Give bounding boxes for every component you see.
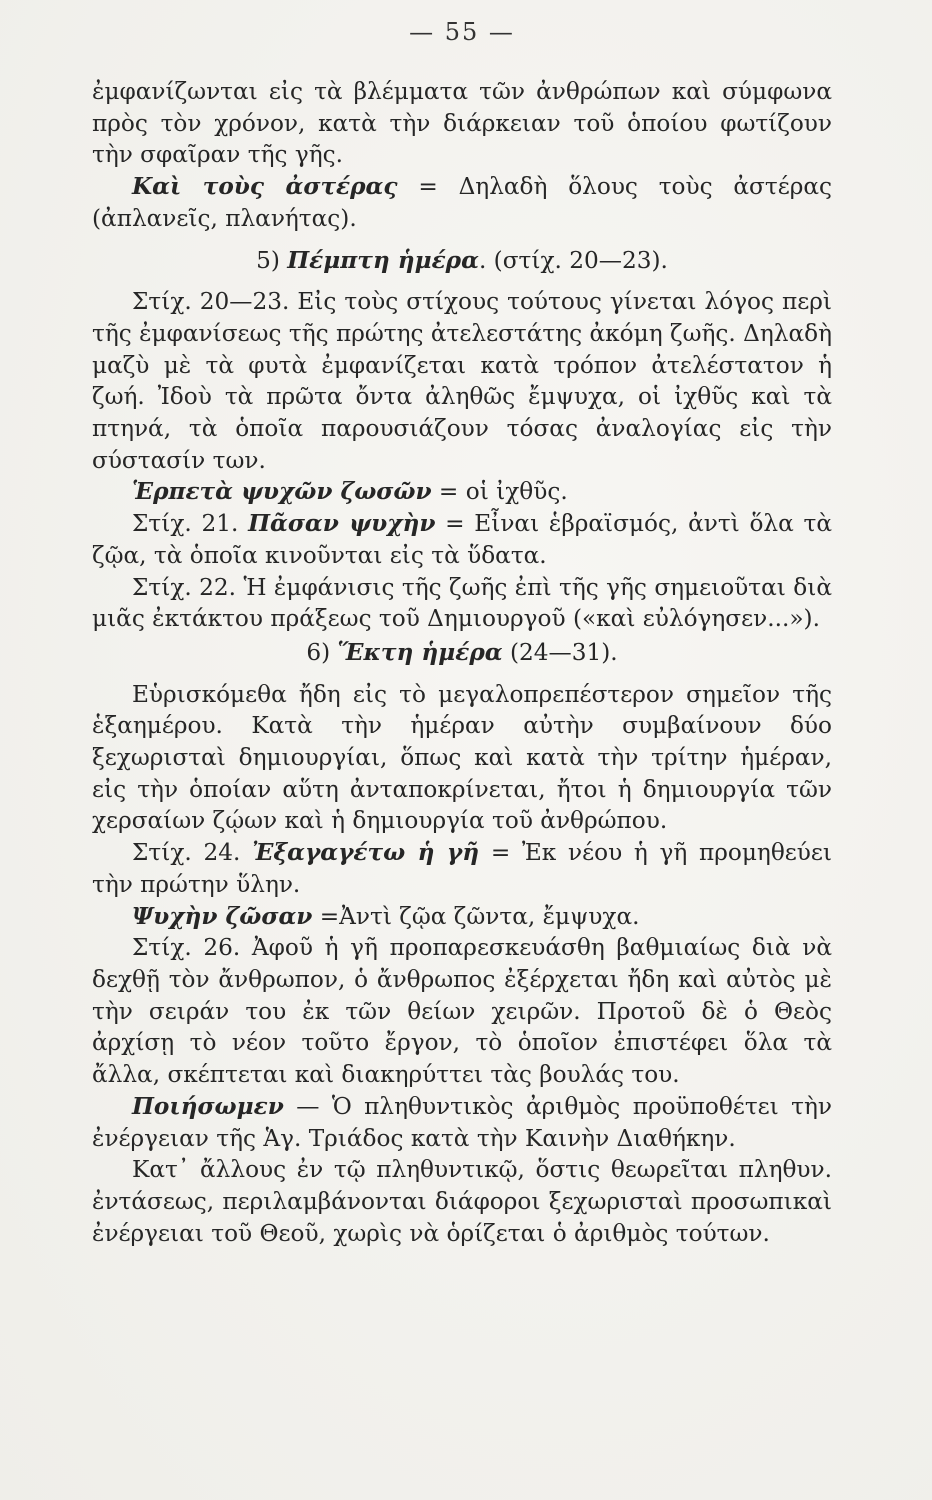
paragraph-6: Στίχ. 22. Ἡ ἐμφάνισις τῆς ζωῆς ἐπὶ τῆς γῆς σημειοῦται διὰ μιᾶς ἐκτάκτου πράξεως τοῦ Δημιουργοῦ («καὶ εὐλόγησεν...»).	[92, 573, 832, 633]
paragraph-1: ἐμφανίζωνται εἰς τὰ βλέμματα τῶν ἀνθρώπων καὶ σύμφωνα πρὸς τὸν χρόνον, κατὰ τὴν διάρκειαν τοῦ ὁποίου φωτίζουν τὴν σφαῖραν τῆς γῆς.	[92, 78, 832, 169]
heading-sixth-ref: (24—31).	[502, 638, 618, 666]
paragraph-11	[92, 1091, 832, 1154]
verse-21-ref: Στίχ. 21.	[132, 510, 249, 538]
term-let-earth: Ἐξαγαγέτω ἡ γῆ	[252, 839, 480, 867]
paragraph-10: Στίχ. 26. Ἀφοῦ ἡ γῆ προπαρεσκευάσθη βαθμιαίως διὰ νὰ δεχθῇ τὸν ἄνθρωπον, ὁ ἄνθρωπος ἐξέρχεται ἤδη καὶ αὐτὸς μὲ τὴν σειράν του ἐκ τῶν θείων χειρῶν. Προτοῦ δὲ ὁ Θεὸς ἀρχίσῃ τὸ νέον τοῦτο ἔργον, τὸ ὁποῖον ἐπιστέφει ὅλα τὰ ἄλλα, σκέπτεται καὶ διακηρύττει τὰς βουλάς του.	[92, 934, 832, 1089]
paragraph-8	[92, 837, 832, 900]
heading-sixth-number: 6)	[306, 638, 338, 666]
heading-fifth-title: Πέμπτη ἡμέρα	[287, 246, 479, 274]
page-number: — 55 —	[409, 18, 515, 46]
heading-fifth-day	[92, 245, 832, 277]
term-reptiles: Ἑρπετὰ ψυχῶν ζωσῶν	[132, 478, 432, 506]
definition-reptiles: = οἱ ἰχθῦς.	[431, 478, 568, 506]
definition-stars: = Δηλαδὴ ὅλους τοὺς ἀστέρας (ἀπλανεῖς, πλανήτας).	[92, 173, 832, 232]
paragraph-9	[92, 901, 832, 933]
definition-let-us-make: — Ὁ πληθυντικὸς ἀριθμὸς προϋποθέτει τὴν ἐνέργειαν τῆς Ἁγ. Τριάδος κατὰ τὴν Καινὴν Διαθήκην.	[92, 1092, 832, 1152]
paragraph-12: Κατ᾽ ἄλλους ἐν τῷ πληθυντικῷ, ὅστις θεωρεῖται πληθυν. ἐντάσεως, περιλαμβάνονται διάφοροι ξεχωρισταὶ προσωπικαὶ ἐνέργειαι τοῦ Θεοῦ, χωρὶς νὰ ὁρίζεται ὁ ἀριθμὸς τούτων.	[92, 1156, 832, 1247]
heading-sixth-day	[92, 637, 832, 669]
term-stars: Καὶ τοὺς ἀστέρας	[132, 173, 398, 201]
heading-fifth-number: 5)	[256, 246, 288, 274]
term-let-us-make: Ποιήσωμεν	[132, 1092, 284, 1120]
heading-fifth-ref: . (στίχ. 20—23).	[478, 246, 668, 274]
term-every-soul: Πᾶσαν ψυχὴν	[248, 510, 436, 538]
definition-let-earth: = Ἐκ νέου ἡ γῆ προμηθεύει τὴν πρώτην ὕλην.	[92, 839, 832, 898]
paragraph-2	[92, 171, 832, 234]
definition-living-soul: =Ἀντὶ ζῷα ζῶντα, ἔμψυχα.	[312, 902, 640, 930]
definition-every-soul: = Εἶναι ἑβραϊσμός, ἀντὶ ὅλα τὰ ζῷα, τὰ ὁποῖα κινοῦνται εἰς τὰ ὕδατα.	[92, 510, 832, 569]
paragraph-3: Στίχ. 20—23. Εἰς τοὺς στίχους τούτους γίνεται λόγος περὶ τῆς ἐμφανίσεως τῆς πρώτης ἀτελεστάτης ἀκόμη ζωῆς. Δηλαδὴ μαζὺ μὲ τὰ φυτὰ ἐμφανίζεται κατὰ τρόπον ἀτελέστατον ἡ ζωή. Ἰδοὺ τὰ πρῶτα ὄντα ἀληθῶς ἔμψυχα, οἱ ἰχθῦς καὶ τὰ πτηνά, τὰ ὁποῖα παρουσιάζουν τόσας ἀναλογίας εἰς τὴν σύστασίν των.	[92, 288, 832, 474]
term-living-soul: Ψυχὴν ζῶσαν	[132, 902, 313, 930]
paragraph-4	[92, 476, 832, 508]
body-text	[92, 76, 832, 1249]
verse-24-ref: Στίχ. 24.	[132, 839, 253, 867]
heading-sixth-title: Ἕκτη ἡμέρα	[337, 638, 503, 666]
paragraph-7: Εὑρισκόμεθα ἤδη εἰς τὸ μεγαλοπρεπέστερον σημεῖον τῆς ἑξαημέρου. Κατὰ τὴν ἡμέραν αὐτὴν συμβαίνουν δύο ξεχωρισταὶ δημιουργίαι, ὅπως καὶ κατὰ τὴν τρίτην ἡμέραν, εἰς τὴν ὁποίαν αὕτη ἀνταποκρίνεται, ἤτοι ἡ δημιουργία τῶν χερσαίων ζῴων καὶ ἡ δημιουργία τοῦ ἀνθρώπου.	[92, 680, 832, 835]
paragraph-5	[92, 508, 832, 571]
